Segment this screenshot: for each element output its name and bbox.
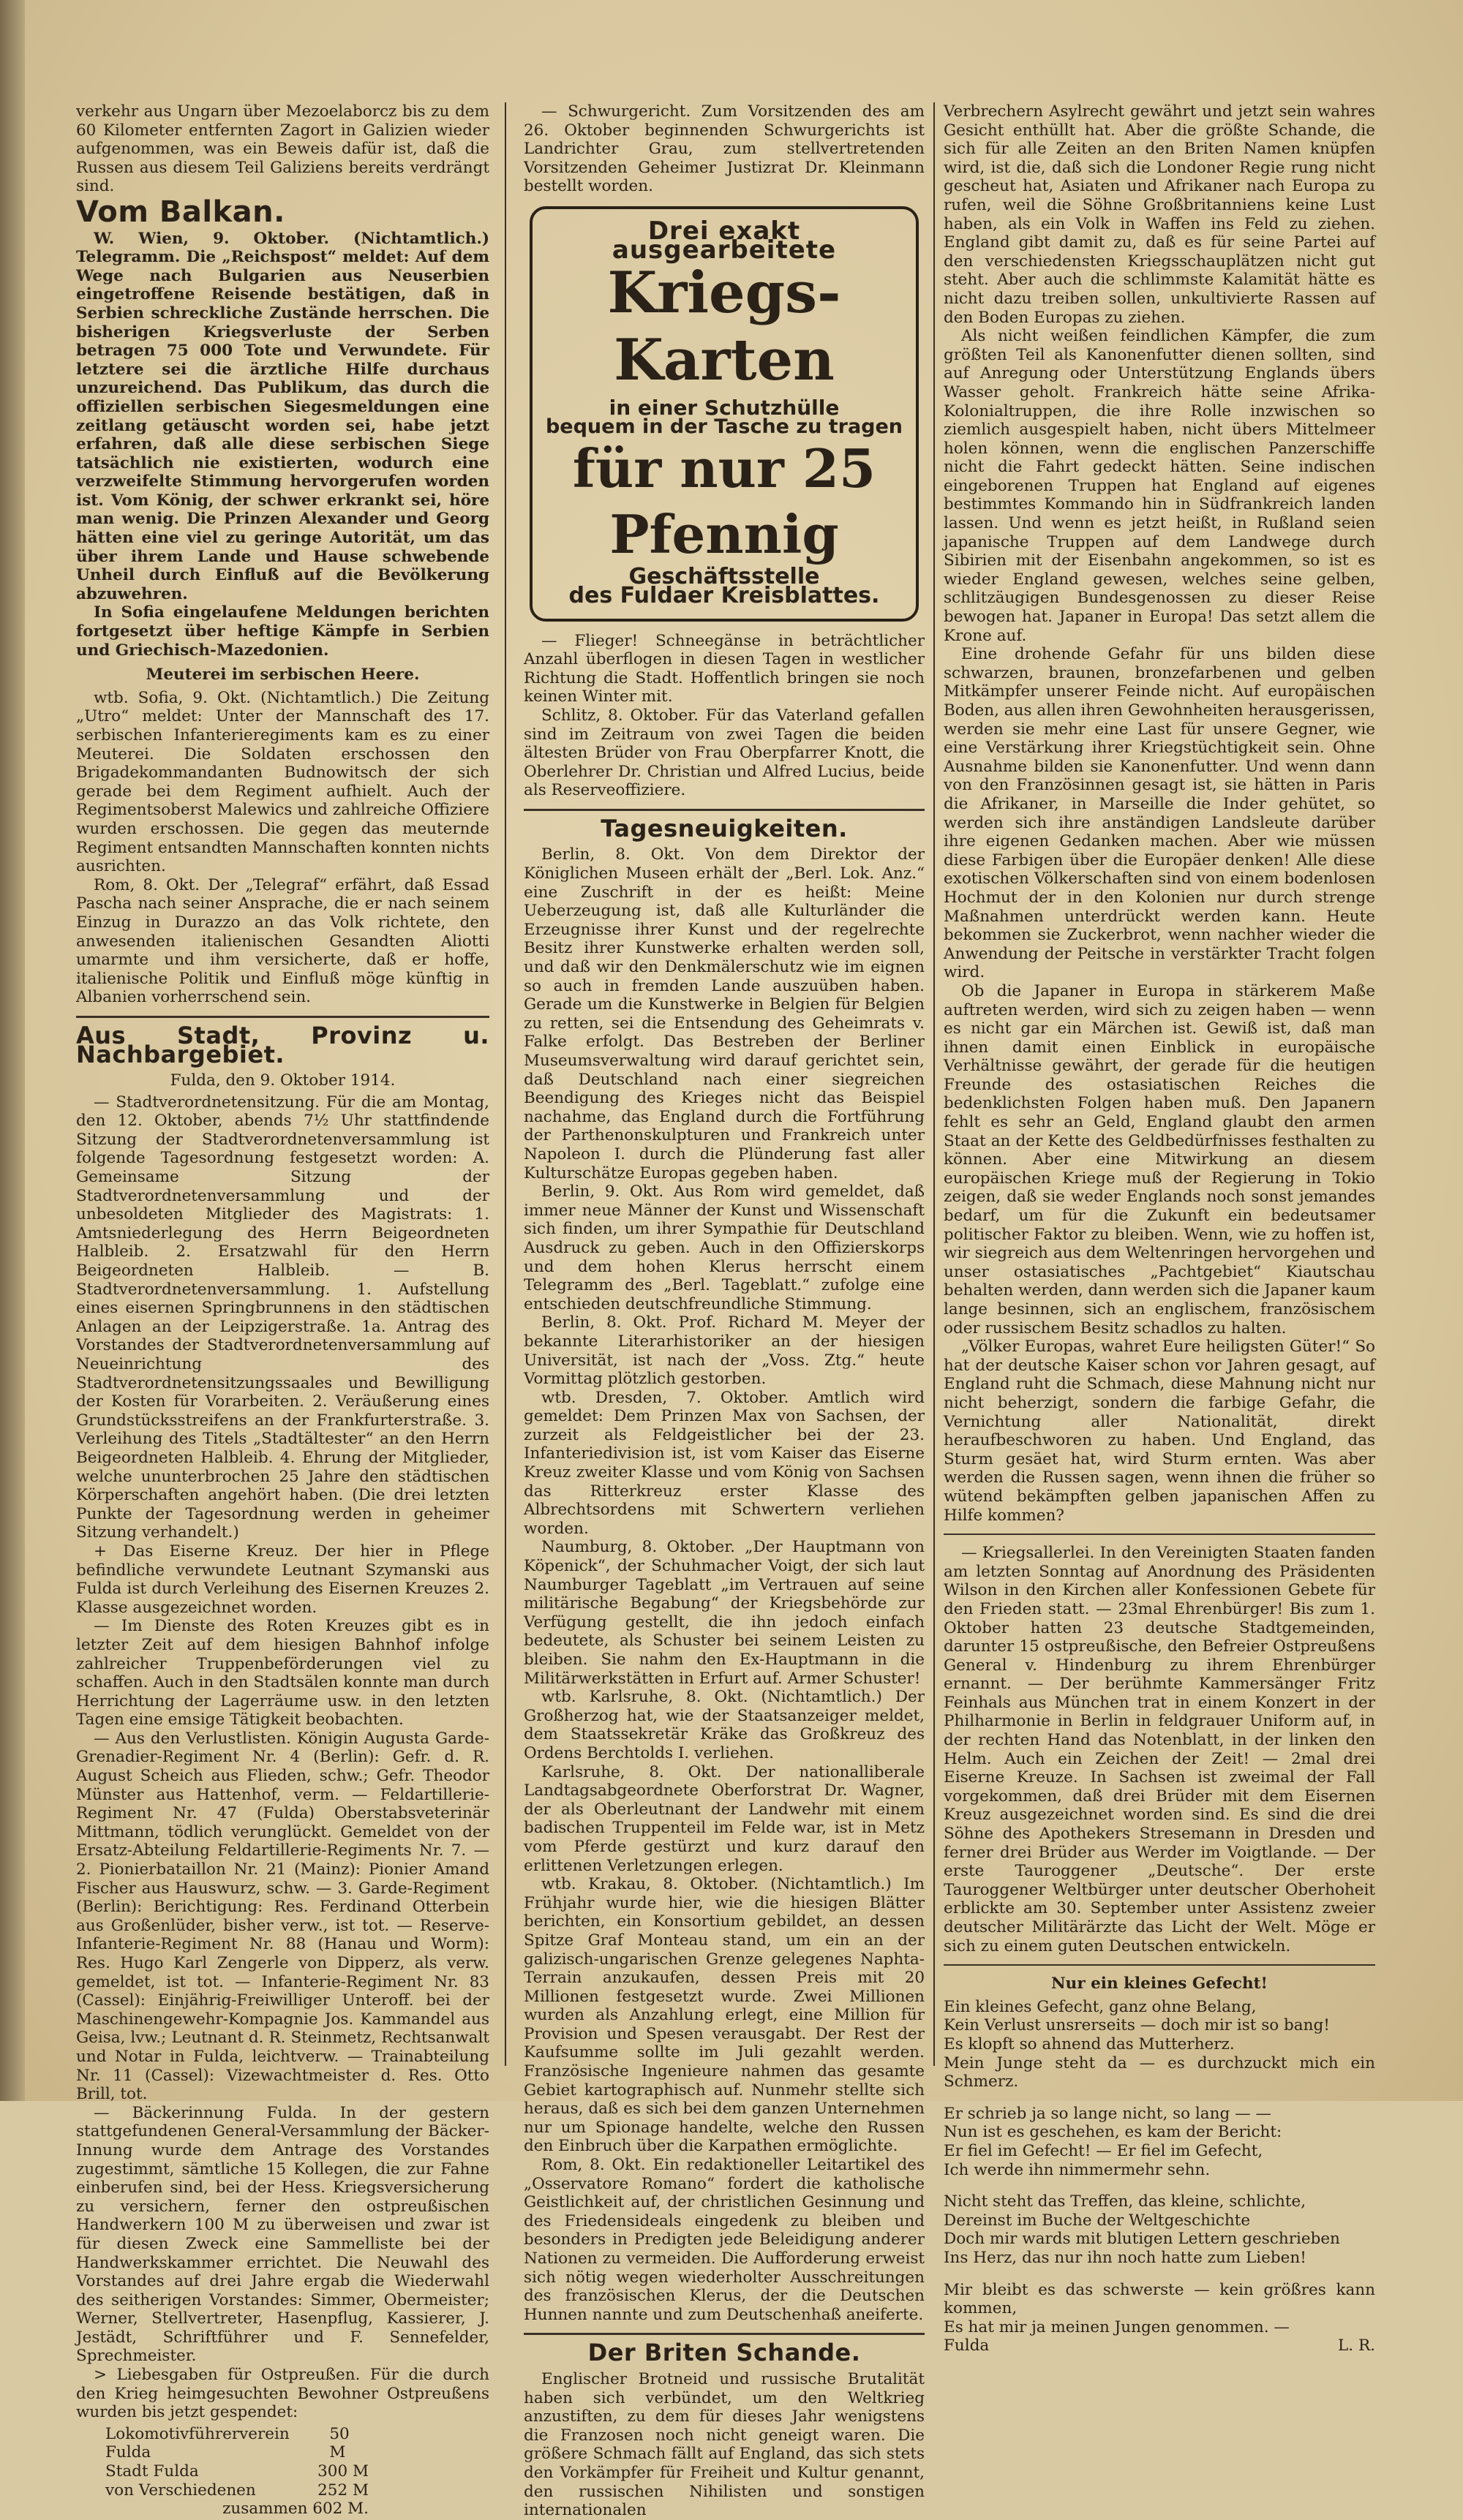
article-text: W. Wien, 9. Oktober. (Nichtamtlich.) Telegramm. Die „Reichspost“ meldet: Auf dem Wege nach Bulgarien aus Neuserbien eingetroffene Reisende bestätigen, daß in Serbien schreckliche Zustände herrschen. Die bisherigen Kriegsverluste der Serben betragen 75 000 Tote und Verwundete. Für letztere sei die ärztliche Hilfe durchaus unzureichend. Das Publikum, das durch die offiziellen serbischen Siegesmeldungen eine zeitlang getäuscht worden sei, habe jetzt erfahren, daß alle diese serbischen Siege tatsächlich nie existierten, wodurch eine verzweifelte Stimmung hervorgerufen worden ist. Vom König, der schwer erkrankt sei, höre man wenig. Die Prinzen Alexander und Georg hätten eine viel zu geringe Autorität, um das über ihrem Lande und Hause schwebende Unheil durch Einfluß auf die Bevölkerung abzuwehren. — [76, 229, 489, 603]
article-text: Berlin, 8. Okt. Von dem Direktor der Königlichen Museen erhält der „Berl. Lok. Anz.“ eine Zuschrift in der es heißt: Meine Ueberzeugung ist, daß alle Kulturländer die Erzeugnisse ihrer Kunst und der regelrechte Besitz ihrer Kunstwerke erhalten werden soll, und daß wir den Denkmälerschutz wie im eignen so auch in fremden Lande auszuüben haben. Gerade um die Kunstwerke in Belgien für Belgien zu retten, sei die Entsendung des Geheimrats v. Falke erfolgt. Das Bestreben der Berliner Museumsverwaltung wird darauf gerichtet sein, daß Deutschland nach einer siegreichen Beendigung des Krieges nicht das Beispiel nachahme, das England durch die Fortführung der Parthenonskulpturen und Frankreich unter Napoleon I. durch die Plünderung fast aller Kulturschätze Europas gegeben haben. — [524, 845, 925, 1182]
dateline: Fulda, den 9. Oktober 1914. — [170, 1071, 396, 1090]
article-text: Rom, 8. Okt. Ein redaktioneller Leitartikel des „Osservatore Romano“ fordert die katholische Geistlichkeit auf, der christlichen Gesinnung und des Friedensideals eingedenk zu bleiben und besonders in Predigten jede Beleidigung anderer Nationen zu vermeiden. Die Aufforderung erweist sich nötig wegen wiederholter Ausschreitungen des französischen Klerus, der die Deutschen Hunnen nannte und zum Deutschenhaß aneiferte. — [524, 2156, 925, 2324]
poem-line: Mein Junge steht da — es durchzuckt mich ein Schmerz. — [944, 2053, 1375, 2091]
advertisement-box — [530, 206, 919, 622]
article-text: Karlsruhe, 8. Okt. Der nationalliberale Landtagsabgeordnete Oberforstrat Dr. Wagner, der als Oberleutnant der Landwehr mit einem badischen Truppenteil im Felde war, ist in Metz vom Pferde gestürzt und kurz darauf den erlittenen Verletzungen erlegen. — [524, 1762, 925, 1875]
divider — [524, 2333, 925, 2335]
article-text: In Sofia eingelaufene Meldungen berichten fortgesetzt über heftige Kämpfe in Serbien und Griechisch-Mazedonien. — [76, 603, 489, 660]
donation-row: Stadt Fulda 300 M — [105, 2462, 369, 2481]
poem-place: Fulda — [944, 2336, 990, 2355]
article-text: Rom, 8. Okt. Der „Telegraf“ erfährt, daß Essad Pascha nach seiner Ansprache, die er nach seinem Einzug in Durazzo an das Volk richtete, den anwesenden italienischen Gesandten Aliotti umarmte und ihm versicherte, daß er hoffe, italienische Politik und Einfluß möge künftig in Albanien vorherrschend sein. — [76, 875, 489, 1007]
poem-line: Nun ist es geschehen, es kam der Bericht: — [944, 2123, 1282, 2142]
article-text: wtb. Krakau, 8. Oktober. (Nichtamtlich.) Im Frühjahr wurde hier, wie die hiesigen Blätter berichten, ein Konsortium gebildet, an dessen Spitze Graf Monteau stand, um ein an der galizisch-ungarischen Grenze gelegenes Naphta-Terrain anzukaufen, dessen Preis mit 20 Millionen festgesetzt wurde. Zwei Millionen wurden als Anzahlung erlegt, eine Million für Provision und Spesen verausgabt. Der Rest der Kaufsumme sollte im Juli gezahlt werden. Französische Ingenieure nahmen das gesamte Gebiet kartographisch auf. Nunmehr stellte sich heraus, daß es sich bei dem ganzen Unternehmen nur um Spionage handelte, welche den Russen den Einbruch über die Karpathen ermöglichte. — [524, 1875, 925, 2156]
article-text: wtb. Sofia, 9. Okt. (Nichtamtlich.) Die Zeitung „Utro“ meldet: Unter der Mannschaft des 17. serbischen Infanterieregiments kam es zu einer Meuterei. Die Soldaten erschossen den Brigadekommandanten Budnowitsch der sich gerade bei dem Regiment aufhielt. Auch der Regimentsoberst Malewics und zahlreiche Offiziere wurden erschossen. Die gegen das meuternde Regiment entsandten Mannschaften konnten nichts ausrichten. — [76, 688, 489, 876]
poem-line: Er schrieb ja so lange nicht, so lang — — — [944, 2104, 1271, 2123]
ad-line: bequem in der Tasche zu tragen — [545, 415, 903, 438]
donation-row: Lokomotivführerverein Fulda 50 M — [105, 2424, 350, 2462]
article-text: verkehr aus Ungarn über Mezoelaborcz bis zu dem 60 Kilometer entfernten Zagort in Galizien wieder aufgenommen, was ein Beweis dafür ist, daß die Russen aus diesem Teil Galiziens bereits verdrängt sind. — [76, 102, 489, 196]
article-subheading: Meuterei im serbischen Heere. — [146, 665, 420, 684]
article-text: „Völker Europas, wahret Eure heiligsten Güter!“ So hat der deutsche Kaiser schon vor Jahren gesagt, auf England ruht die Schmach, diese Mahnung nicht nur nicht beherzigt, sondern die farbige Gefahr, die Vernichtung aller Nationalität, direkt heraufbeschworen zu haben. Und England, das Sturm gesäet hat, wird Sturm ernten. Was aber werden die Russen sagen, wenn ihnen die früher so wütend bekämpften gelben japanischen Affen zu Hilfe kommen? — [944, 1338, 1375, 1525]
divider — [944, 1533, 1375, 1535]
donation-total: zusammen 602 M. — [222, 2500, 369, 2519]
column-2 — [524, 102, 925, 2520]
section-heading: Der Briten Schande. — [587, 2339, 861, 2367]
poem-line: Mir bleibt es das schwerste — kein größres kann kommen, — [944, 2280, 1375, 2318]
poem-initials: L. R. — [1338, 2336, 1375, 2355]
section-heading: Vom Balkan. — [76, 195, 285, 229]
article-text: Als nicht weißen feindlichen Kämpfer, die zum größten Teil als Kanonenfutter dienen sollten, sind auf Anregung oder Unterstützung Englands übers Wasser geholt. Frankreich hätte seine Afrika-Kolonialtruppen, die ihre Rolle inzwischen so ziemlich ausgespielt haben, nicht übers Mittelmeer holen können, wenn die englischen Panzerschiffe nicht die Fahrt gedeckt hätten. Seine indischen eingeborenen Truppen hat England auf eigenes bestimmtes Kommando hin in Südfrankreich landen lassen. Und wenn es jetzt heißt, in Rußland seien japanische Truppen auf dem Landwege durch Sibirien mit der Eisenbahn angekommen, so ist es wieder England gewesen, welches seine gelben, schlitzäugigen Bundesgenossen zu dieser Reise bewogen hat. Japaner in Europa! Das setzt allem die Krone auf. — [944, 327, 1375, 645]
poem-line: Ein kleines Gefecht, ganz ohne Belang, — [944, 1997, 1257, 2016]
poem-line: Kein Verlust unsrerseits — doch mir ist so bang! — [944, 2016, 1330, 2035]
article-text: wtb. Dresden, 7. Oktober. Amtlich wird gemeldet: Dem Prinzen Max von Sachsen, der zurzeit als Feldgeistlicher bei der 23. Infanteriedivision ist, ist vom Kaiser das Eiserne Kreuz zweiter Klasse und vom König von Sachsen das Ritterkreuz erster Klasse des Albrechtsordens mit Schwertern verliehen worden. — [524, 1388, 925, 1538]
divider — [76, 1016, 489, 1018]
article-text: — Im Dienste des Roten Kreuzes gibt es in letzter Zeit auf dem hiesigen Bahnhof infolge zahlreicher Truppenbeförderungen viel zu schaffen. Auch in den Stadtsälen konnte man durch Herrichtung der Lagerräume usw. in den letzten Tagen eine emsige Tätigkeit beobachten. — [76, 1617, 489, 1729]
ad-line: Drei exakt ausgearbeitete — [612, 216, 837, 265]
page-binding — [0, 0, 25, 2101]
ad-line: Geschäftsstelle — [628, 564, 820, 590]
article-text: — Stadtverordnetensitzung. Für die am Montag, den 12. Oktober, abends 7½ Uhr stattfindende Sitzung der Stadtverordnetenversammlung ist folgende Tagesordnung festgesetzt worden: A. Gemeinsame Sitzung der Stadtverordnetenversammlung und der unbesoldeten Mitglieder des Magistrats: 1. Amtsniederlegung des Herrn Beigeordneten Halbleib. 2. Ersatzwahl für den Herrn Beigeordneten Halbleib. — B. Stadtverordnetenversammlung. 1. Aufstellung eines eisernen Springbrunnens in den städtischen Anlagen an der Leipzigerstraße. 1a. Antrag des Vorstandes der Stadtverordnetenversammlung auf Neueinrichtung des Stadtverordnetensitzungssaales und Bewilligung der Kosten für Vorarbeiten. 2. Veräußerung eines Grundstücksstreifens an der Frankfurterstraße. 3. Verleihung des Titels „Stadtältester“ an den Herrn Beigeordneten Halbleib. 4. Ehrung der Mitglieder, welche ununterbrochen 25 Jahre den städtischen Körperschaften angehört haben. (Die drei letzten Punkte der Tagesordnung werden in geheimer Sitzung verhandelt.) — [76, 1093, 489, 1542]
column-1 — [76, 102, 489, 2519]
article-text: + Das Eiserne Kreuz. Der hier in Pflege befindliche verwundete Leutnant Szymanski aus Fulda ist durch Verleihung des Eisernen Kreuzes 2. Klasse ausgezeichnet worden. — [76, 1542, 489, 1617]
column-rule — [505, 102, 506, 2066]
column-3 — [944, 102, 1375, 2355]
column-rule — [933, 102, 935, 2066]
poem-signature — [944, 2336, 1375, 2355]
poem-line: Nicht steht das Treffen, das kleine, schlichte, — [944, 2192, 1306, 2211]
divider — [944, 1964, 1375, 1966]
ad-price: für nur 25 Pfennig — [572, 437, 876, 566]
poem-line: Doch mir wards mit blutigen Lettern geschrieben — [944, 2230, 1340, 2249]
article-text: Ob die Japaner in Europa in stärkerem Maße auftreten werden, wird sich zu zeigen haben — wenn es nicht gar ein Märchen ist. Gewiß ist, daß man ihnen damit einen Einblick in europäische Verhältnisse gewährt, der gerade für die heutigen Freunde des ostasiatischen Reiches die bedenklichsten Folgen haben muß. Den Japanern fehlt es sehr an Geld, England glaubt den armen Staat an der Kette des Geldbedürfnisses festhalten zu können. Aber eine Mitwirkung an diesem europäischen Kriege muß der Regierung in Tokio zeigen, daß sie weder Englands noch sonst jemandes bedarf, um für die Zukunft ein bedeutsamer politischer Faktor zu bleiben. Wenn, wie zu hoffen ist, wir siegreich aus dem Weltenringen hervorgehen und unser ostasiatisches „Pachtgebiet“ Kiautschau behalten werden, dann werden sich die Japaner kaum lange besinnen, sich an englischem, französischem oder russischem Besitz schadlos zu halten. — [944, 981, 1375, 1338]
poem-line: Es klopft so ahnend das Mutterherz. — [944, 2034, 1235, 2053]
ad-headline: Kriegs-Karten — [607, 260, 841, 394]
article-text: — Aus den Verlustlisten. Königin Augusta Garde-Grenadier-Regiment Nr. 4 (Berlin): Gefr. d. R. August Scheich aus Flieden, schw.; Gefr. Theodor Münster aus Hattenhof, verm. — Feldartillerie-Regiment Nr. 47 (Fulda) Oberstabsveterinär Mittmann, tödlich verunglückt. Gemeldet von der Ersatz-Abteilung Feldartillerie-Regiments Nr. 7. — 2. Pionierbataillon Nr. 21 (Mainz): Pionier Amand Fischer aus Hauswurz, schw. — 3. Garde-Regiment (Berlin): Berichtigung: Res. Ferdinand Otterbein aus Großenlüder, bisher verw., ist tot. — Reserve-Infanterie-Regiment Nr. 88 (Hanau und Worm): Res. Hugo Karl Zengerle von Dipperz, als verw. gemeldet, ist tot. — Infanterie-Regiment Nr. 83 (Cassel): Einjährig-Freiwilliger Unteroff. bei der Maschinengewehr-Kompagnie Jos. Kammandel aus Geisa, lvw.; Leutnant d. R. Steinmetz, Rechtsanwalt und Notar in Fulda, leichtverw. — Trainabteilung Nr. 11 (Cassel): Vizewachtmeister d. Res. Otto Brill, tot. — [76, 1729, 489, 2104]
donation-row: von Verschiedenen 252 M — [105, 2481, 369, 2500]
section-heading: Aus Stadt, Provinz u. Nachbargebiet. — [76, 1021, 489, 1068]
article-text: Englischer Brotneid und russische Brutalität haben sich verbündet, um den Weltkrieg anzustiften, zu dem für dieses Jahr wenigstens die Franzosen noch nicht geneigt waren. Die größere Schmach fällt auf England, das sich stets den Vorkämpfer für Freiheit und Kultur genannt, den russischen Nihilisten und sonstigen internationalen — [524, 2369, 925, 2520]
article-text: Verbrechern Asylrecht gewährt und jetzt sein wahres Gesicht enthüllt hat. Aber die größte Schande, die sich für alle Zeiten an den Briten Namen knüpfen wird, ist die, daß sich die Londoner Regie rung nicht gescheut hat, Asiaten und Afrikaner nach Europa zu rufen, weil die Söhne Großbritanniens keine Lust haben, als ein Volk in Waffen ins Feld zu ziehen. England gibt damit zu, daß es für seine Partei auf den verschiedensten Kriegsschauplätzen nicht gut steht. Aber auch die schlimmste Kalamität hätte es nicht dazu treiben sollen, unkultivierte Rassen auf den Boden Europas zu ziehen. — [944, 102, 1375, 327]
article-text: Berlin, 9. Okt. Aus Rom wird gemeldet, daß immer neue Männer der Kunst und Wissenschaft sich finden, um ihrer Sympathie für Deutschland Ausdruck zu geben. Auch in den Offizierskorps und dem hohen Klerus herrscht einem Telegramm des „Berl. Tageblatt.“ zufolge eine entschieden deutschfreundliche Stimmung. — [524, 1182, 925, 1313]
ad-line: des Fuldaer Kreisblattes. — [568, 582, 880, 608]
article-text: — Schwurgericht. Zum Vorsitzenden des am 26. Oktober beginnenden Schwurgerichts ist Landrichter Grau, zum stellvertretenden Vorsitzenden Geheimer Justizrat Dr. Kleinmann bestellt worden. — [524, 102, 925, 196]
article-text: > Liebesgaben für Ostpreußen. Für die durch den Krieg heimgesuchten Bewohner Ostpreußens wurden bis jetzt gespendet: — [76, 2366, 489, 2422]
donation-table — [105, 2425, 369, 2519]
article-text: — Kriegsallerlei. In den Vereinigten Staaten fanden am letzten Sonntag auf Anordnung des Präsidenten Wilson in den Kirchen aller Konfessionen Gebete für den Frieden statt. — 23mal Ehrenbürger! Bis zum 1. Oktober hatten 23 deutsche Stadtgemeinden, darunter 15 ostpreußische, den Befreier Ostpreußens General v. Hindenburg zu ihrem Ehrenbürger ernannt. — Der berühmte Kammersänger Fritz Feinhals aus München trat in einem Konzert in der Philharmonie in Berlin in feldgrauer Uniform auf, in der rechten Hand das Notenblatt, in der linken den Helm. Auch ein Zeichen der Zeit! — 2mal drei Eiserne Kreuze. In Sachsen ist zweimal der Fall vorgekommen, daß drei Brüder mit dem Eisernen Kreuz ausgezeichnet worden sind. Es sind die drei Söhne des Apothekers Stresemann in Dresden und ferner drei Brüder aus Werder im Voigtlande. — Der erste Tauroggener „Deutsche“. Der erste Tauroggener Weltbürger unter deutscher Oberhoheit erblickte am 30. September unter Assistenz zweier deutscher Militärärzte das Licht der Welt. Möge er sich zu einem guten Deutschen entwickeln. — [944, 1544, 1375, 1955]
poem-line: Dereinst im Buche der Weltgeschichte — [944, 2211, 1251, 2230]
poem-title: Nur ein kleines Gefecht! — [1051, 1974, 1268, 1993]
divider — [524, 809, 925, 811]
poem-line: Ins Herz, das nur ihn noch hatte zum Lieben! — [944, 2248, 1306, 2267]
poem-line: Er fiel im Gefecht! — Er fiel im Gefecht, — [944, 2141, 1263, 2160]
article-text: Berlin, 8. Okt. Prof. Richard M. Meyer der bekannte Literarhistoriker an der hiesigen Universität, ist nach der „Voss. Ztg.“ heute Vormittag plötzlich gestorben. — [524, 1313, 925, 1389]
poem-line: Es hat mir ja meinen Jungen genommen. — — [944, 2317, 1290, 2336]
section-heading: Tagesneuigkeiten. — [601, 814, 848, 842]
article-text: wtb. Karlsruhe, 8. Okt. (Nichtamtlich.) Der Großherzog hat, wie der Staatsanzeiger meldet, dem Staatssekretär Kräke das Großkreuz des Ordens Berchtolds I. verliehen. — [524, 1688, 925, 1762]
poem-line: Ich werde ihn nimmermehr sehn. — [944, 2160, 1211, 2179]
ad-line: in einer Schutzhülle — [609, 396, 840, 420]
article-text: — Bäckerinnung Fulda. In der gestern stattgefundenen General-Versammlung der Bäcker-Innung wurde dem Antrage des Vorstandes zugestimmt, sämtliche 15 Kollegen, die zur Fahne einberufen sind, bei der Hess. Kriegsversicherung zu versichern, ferner den ostpreußischen Handwerkern 100 M zu überweisen und zwar ist für diesen Zweck eine Sammelliste bei der Handwerkskammer errichtet. Die Neuwahl des Vorstandes auf drei Jahre ergab die Wiederwahl des seitherigen Vorstandes: Simmer, Obermeister; Werner, Stellvertreter, Hasenpflug, Kassierer, J. Jestädt, Schriftführer und F. Sennefelder, Sprechmeister. — [76, 2103, 489, 2366]
article-text: Naumburg, 8. Oktober. „Der Hauptmann von Köpenick“, der Schuhmacher Voigt, der sich laut Naumburger Tageblatt „im Vertrauen auf seine militärische Begabung“ der Kriegsbehörde zur Verfügung gestellt, die ihn jedoch einfach bedeutete, als Schuster bei seinem Leisten zu bleiben. Sie nahm den Ex-Hauptmann in die Militärwerkstätten in Erfurt auf. Armer Schuster! — [524, 1538, 925, 1688]
article-text: Schlitz, 8. Oktober. Für das Vaterland gefallen sind im Zeitraum von zwei Tagen die beiden ältesten Brüder von Frau Oberpfarrer Knott, die Oberlehrer Dr. Christian und Alfred Lucius, beide als Reserveoffiziere. — [524, 706, 925, 800]
article-text: — Flieger! Schneegänse in beträchtlicher Anzahl überflogen in diesen Tagen in westlicher Richtung die Stadt. Hoffentlich bringen sie noch keinen Winter mit. — [524, 631, 925, 706]
poem — [944, 1974, 1375, 2355]
article-text: Eine drohende Gefahr für uns bilden diese schwarzen, braunen, bronzefarbenen und gelben Mitkämpfer unserer Feinde nicht. Auf europäischen Boden, aus allen ihren Gewohnheiten herausgerissen, werden sie mehr eine Last für unsere Gegner, wie eine Verstärkung ihrer Kriegstüchtigkeit sein. Ohne Ausnahme bilden sie Kanonenfutter. Und wenn dann von den Französinnen gesagt ist, sie hätten in Paris die Afrikaner, in Marseille die Inder gehütet, so werden sich ihre anständigen Landsleute darüber ihre eigenen Gedanken machen. Aber wie müssen diese Farbigen über die Europäer denken! Alle diese exotischen Völkerschaften sind von einem bodenlosen Hochmut der in den Kolonien nur durch strenge Maßnahmen unterdrückt werden kann. Heute bekommen sie Zuckerbrot, wenn nachher wieder die Anwendung der Peitsche in verstärkter Tracht folgen wird. — [944, 645, 1375, 982]
